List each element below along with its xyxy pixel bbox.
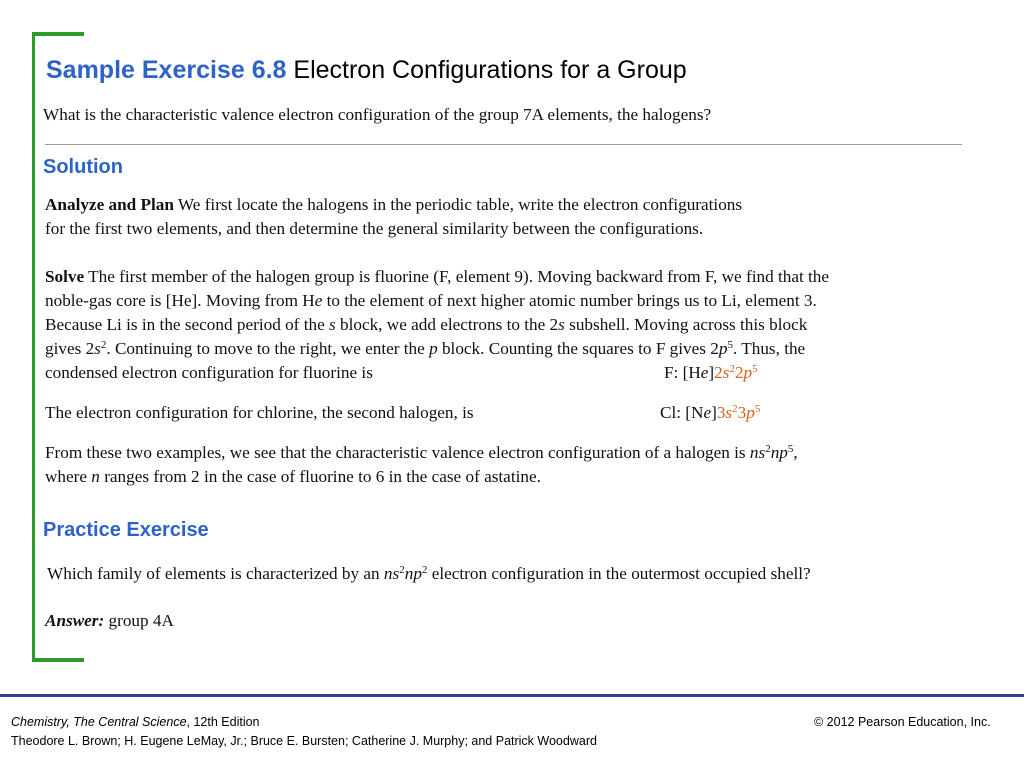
answer-label: Answer: (45, 611, 105, 630)
chlorine-config: Cl: $[Ne]3s^23p^5$ (660, 403, 761, 422)
analyze-text-1: We first locate the halogens in the periodic table, write the electron configurations (173, 195, 743, 214)
solution-heading: Solution (43, 156, 123, 178)
frame-bracket-bottom (32, 658, 84, 662)
frame-bracket-top (32, 32, 84, 36)
solve-line-2: noble-gas core is [He]. Moving from He to the element of next higher atomic number brings us to Li, element 3. (45, 291, 817, 310)
question-text: What is the characteristic valence electron configuration of the group 7A elements, the halogens? (43, 105, 712, 124)
footer-copyright: © 2012 Pearson Education, Inc. (814, 715, 991, 729)
solve-line-5: condensed electron configuration for fluorine is (45, 363, 373, 382)
solve-line-1 (45, 267, 829, 287)
footer-edition: , 12th Edition (186, 715, 260, 729)
slide-title (46, 56, 687, 85)
answer-text: group 4A (104, 611, 174, 630)
chlorine-text: The electron configuration for chlorine, the second halogen, is (45, 403, 474, 422)
practice-heading: Practice Exercise (43, 519, 209, 541)
title-accent: Sample Exercise 6.8 (46, 56, 287, 84)
solve-line-3: Because Li is in the second period of the s block, we add electrons to the 2s subshell. Moving across this block (45, 315, 808, 334)
practice-answer (45, 611, 174, 631)
title-rest: Electron Configurations for a Group (286, 56, 687, 84)
practice-question: Which family of elements is characterized by an $ns^2np^2$ electron configuration in the outermost occupied shell? (47, 564, 811, 583)
conclusion-line-2: where n ranges from 2 in the case of fluorine to 6 in the case of astatine. (45, 467, 541, 486)
solve-text-1: The first member of the halogen group is fluorine (F, element 9). Moving backward from F, we find that the (84, 267, 830, 286)
solve-line-4: gives $2s^2$. Continuing to move to the right, we enter the p block. Counting the squares to F gives $2p^5$. Thus, the (45, 339, 806, 358)
analyze-label: Analyze and Plan (45, 195, 174, 214)
frame-bracket-vertical (32, 32, 35, 662)
fluorine-config: F: $[He]2s^22p^5$ (664, 363, 758, 382)
analyze-line-2: for the first two elements, and then determine the general similarity between the configurations. (45, 219, 704, 238)
footer-authors: Theodore L. Brown; H. Eugene LeMay, Jr.; Bruce E. Bursten; Catherine J. Murphy; and Patrick Woodward (11, 734, 597, 748)
footer-book (11, 715, 260, 729)
solve-label: Solve (45, 267, 85, 286)
conclusion-line-1: From these two examples, we see that the characteristic valence electron configuration of a halogen is $ns^2np^5$, (45, 443, 798, 462)
analyze-line-1 (45, 195, 742, 215)
footer-rule (0, 694, 1024, 697)
divider (45, 144, 962, 145)
footer-book-title: Chemistry, The Central Science (11, 715, 187, 729)
